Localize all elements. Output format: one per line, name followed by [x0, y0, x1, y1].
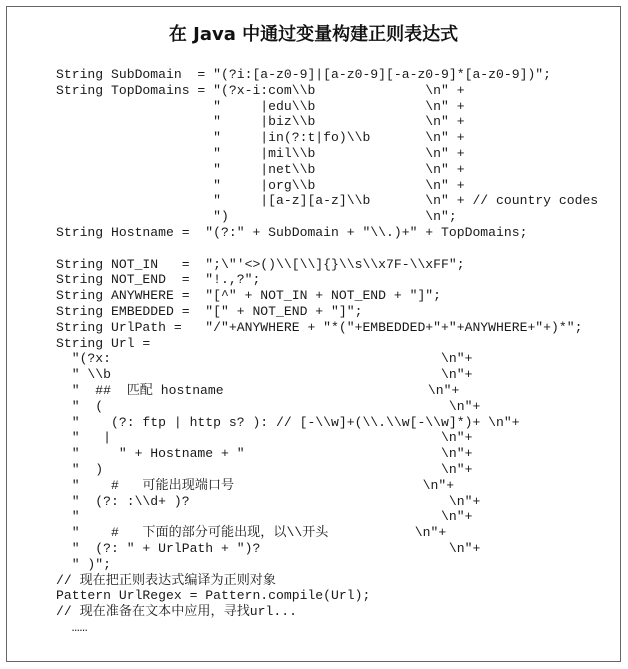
code-line: " " + Hostname + " \n"+ [56, 446, 473, 462]
code-line: String NOT_END = "!.,?"; [56, 272, 261, 288]
code-line: " |mil\\b \n" + [56, 145, 465, 161]
code-line: "(?x: \n"+ [56, 351, 473, 367]
code-line: " # 下面的部分可能出现，以\\开头 \n"+ [56, 525, 447, 541]
code-line: " # 可能出现端口号 \n"+ [56, 477, 455, 493]
code-line: " \\b \n"+ [56, 367, 473, 383]
code-line: …… [56, 619, 88, 635]
code-line: " )"; [56, 556, 112, 572]
code-line: // 现在把正则表达式编译为正则对象 [56, 572, 276, 588]
code-line: " | \n"+ [56, 430, 473, 446]
code-line: " |org\\b \n" + [56, 177, 465, 193]
code-line: " \n"+ [56, 509, 473, 525]
code-line: " |in(?:t|fo)\\b \n" + [56, 130, 465, 146]
code-line: " |[a-z][a-z]\\b \n" + // country codes [56, 193, 599, 209]
code-line: String SubDomain = "(?i:[a-z0-9]|[a-z0-9][-a-z0-9]*[a-z0-9])"; [56, 67, 552, 82]
code-line: " (?: :\\d+ )? \n"+ [56, 493, 481, 509]
code-line [56, 241, 598, 257]
code-line: " |edu\\b \n" + [56, 98, 465, 114]
code-line: String Hostname = "(?:" + SubDomain + "\\.)+" + TopDomains; [56, 224, 528, 240]
code-line: " (?: ftp | http s? ): // [-\\w]+(\\.\\w[-\\w]*)+ \n"+ [56, 414, 520, 430]
code-listing [56, 67, 598, 636]
code-line: " |net\\b \n" + [56, 161, 465, 177]
document-frame [6, 6, 621, 662]
code-line: String UrlPath = "/"+ANYWHERE + "*("+EMBEDDED+"+"+ANYWHERE+"+)*"; [56, 319, 583, 335]
code-line: String NOT_IN = ";\"'<>()\\[\\]{}\\s\\x7F-\\xFF"; [56, 256, 465, 272]
code-line: " (?: " + UrlPath + ")? \n"+ [56, 540, 481, 556]
code-line: String TopDomains = "(?x-i:com\\b \n" + [56, 82, 465, 98]
code-line: ") \n"; [56, 209, 457, 225]
code-line: Pattern UrlRegex = Pattern.compile(Url); [56, 588, 371, 604]
code-line: String Url = [56, 335, 151, 351]
code-line: " |biz\\b \n" + [56, 114, 465, 130]
code-line: " ) \n"+ [56, 461, 473, 477]
code-line: " ( \n"+ [56, 398, 481, 414]
code-line: " ## 匹配 hostname \n"+ [56, 382, 460, 398]
document-title: 在 Java 中通过变量构建正则表达式 [168, 24, 459, 45]
code-line: String EMBEDDED = "[" + NOT_END + "]"; [56, 303, 363, 319]
code-line: String ANYWHERE = "[^" + NOT_IN + NOT_END + "]"; [56, 288, 442, 304]
code-line: // 现在准备在文本中应用，寻找url... [56, 604, 297, 620]
